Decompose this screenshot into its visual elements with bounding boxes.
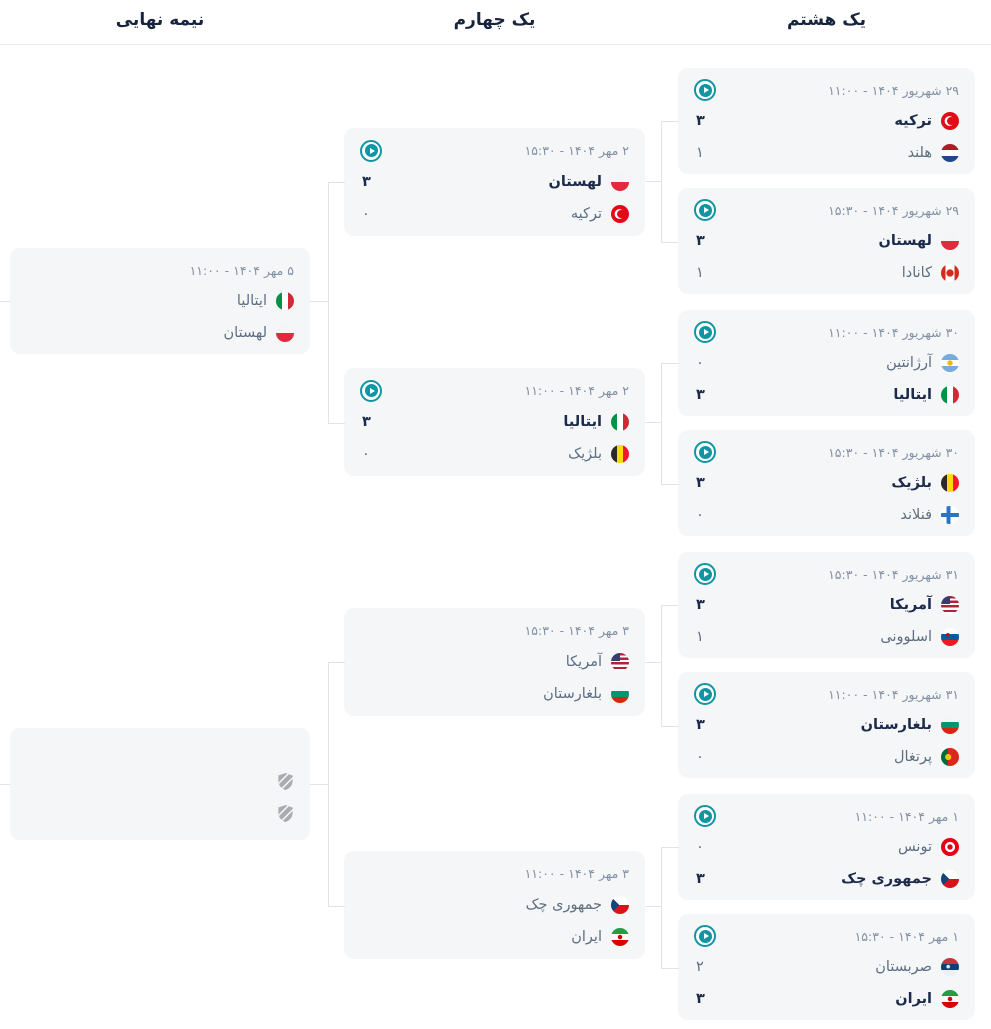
team-score: ۱ xyxy=(696,264,704,281)
team-name: اسلوونی xyxy=(880,628,932,645)
czech-flag-icon xyxy=(941,870,959,888)
team-score: ۳ xyxy=(362,413,371,430)
team-name: آمریکا xyxy=(889,597,932,614)
argentina-flag-icon xyxy=(941,354,959,372)
team-name: ایران xyxy=(571,928,602,945)
team-name: ایران xyxy=(895,990,932,1007)
match-date: ۲ مهر ۱۴۰۴ - ۱۵:۳۰ xyxy=(524,143,629,158)
team-row xyxy=(360,891,629,918)
play-video-icon[interactable] xyxy=(694,79,716,101)
italy-flag-icon xyxy=(276,292,294,310)
team-score: ۳ xyxy=(362,173,371,190)
play-video-icon[interactable] xyxy=(694,441,716,463)
team-row xyxy=(26,319,294,346)
team-row xyxy=(360,408,629,435)
team-name: لهستان xyxy=(878,233,932,250)
shield-icon xyxy=(277,772,294,791)
bracket-connector xyxy=(0,301,10,302)
team-name: ترکیه xyxy=(894,113,932,130)
match-date: ۲ مهر ۱۴۰۴ - ۱۱:۰۰ xyxy=(524,383,629,398)
team-row xyxy=(694,985,959,1012)
team-name: جمهوری چک xyxy=(841,870,932,887)
team-score: ۲ xyxy=(696,959,704,976)
match-card[interactable] xyxy=(678,310,975,416)
team-score: ۳ xyxy=(696,113,705,130)
team-score: ۳ xyxy=(696,475,705,492)
team-row xyxy=(26,288,294,315)
bracket-connector xyxy=(645,662,661,663)
play-video-icon[interactable] xyxy=(694,683,716,705)
play-video-icon[interactable] xyxy=(694,563,716,585)
play-video-icon[interactable] xyxy=(360,140,382,162)
team-name: کانادا xyxy=(901,264,932,281)
match-date: ۳ مهر ۱۴۰۴ - ۱۱:۰۰ xyxy=(524,866,629,881)
match-card[interactable] xyxy=(678,68,975,174)
team-row xyxy=(694,865,959,892)
bracket-connector xyxy=(661,847,679,969)
team-name: تونس xyxy=(897,839,932,856)
team-name: صربستان xyxy=(875,959,932,976)
team-name: بلژیک xyxy=(568,445,602,462)
match-date: ۵ مهر ۱۴۰۴ - ۱۱:۰۰ xyxy=(189,262,294,278)
usa-flag-icon xyxy=(611,653,629,671)
team-name: بلغارستان xyxy=(543,685,602,702)
bracket-connector xyxy=(310,301,328,302)
czech-flag-icon xyxy=(611,896,629,914)
serbia-flag-icon xyxy=(941,958,959,976)
usa-flag-icon xyxy=(941,596,959,614)
team-row xyxy=(360,680,629,707)
match-card[interactable] xyxy=(678,430,975,536)
match-card[interactable] xyxy=(344,608,645,716)
team-row xyxy=(694,228,959,255)
turkey-flag-icon xyxy=(941,112,959,130)
team-name: بلژیک xyxy=(891,475,932,492)
team-name: ایتالیا xyxy=(893,386,932,403)
team-score: ۳ xyxy=(696,233,705,250)
shield-icon xyxy=(277,804,294,823)
match-date: ۳۱ شهریور ۱۴۰۴ - ۱۱:۰۰ xyxy=(828,686,959,702)
bracket-connector xyxy=(661,121,679,243)
team-row xyxy=(694,108,959,135)
team-row xyxy=(694,954,959,981)
match-card[interactable] xyxy=(678,914,975,1020)
slovenia-flag-icon xyxy=(941,628,959,646)
play-video-icon[interactable] xyxy=(694,321,716,343)
team-name: آرژانتین xyxy=(886,355,932,372)
team-row xyxy=(694,623,959,650)
team-name: هلند xyxy=(907,144,932,161)
team-row xyxy=(694,470,959,497)
match-date: ۳۰ شهریور ۱۴۰۴ - ۱۱:۰۰ xyxy=(828,324,959,340)
belgium-flag-icon xyxy=(941,474,959,492)
team-row xyxy=(694,139,959,166)
tunisia-flag-icon xyxy=(941,838,959,856)
netherlands-flag-icon xyxy=(941,144,959,162)
italy-flag-icon xyxy=(941,386,959,404)
iran-flag-icon xyxy=(611,928,629,946)
match-card[interactable] xyxy=(678,552,975,658)
team-row xyxy=(26,768,294,795)
team-score: ۰ xyxy=(696,355,704,372)
team-row xyxy=(694,592,959,619)
play-video-icon[interactable] xyxy=(360,380,382,402)
play-video-icon[interactable] xyxy=(694,805,716,827)
bracket-connector xyxy=(310,784,328,785)
team-row xyxy=(694,834,959,861)
team-name: ایتالیا xyxy=(236,293,267,310)
team-score: ۳ xyxy=(696,990,705,1007)
team-name: آمریکا xyxy=(565,653,602,670)
team-row xyxy=(694,501,959,528)
canada-flag-icon xyxy=(941,264,959,282)
match-card[interactable] xyxy=(678,672,975,778)
semifinal-header: نیمه نهایی xyxy=(115,10,205,30)
play-video-icon[interactable] xyxy=(694,925,716,947)
poland-flag-icon xyxy=(611,173,629,191)
team-name: پرتغال xyxy=(893,748,932,765)
bracket-connector xyxy=(0,784,10,785)
match-card[interactable] xyxy=(344,851,645,959)
team-score: ۱ xyxy=(696,628,704,645)
team-row xyxy=(26,800,294,827)
team-name: لهستان xyxy=(223,324,267,341)
match-card[interactable] xyxy=(344,128,645,236)
turkey-flag-icon xyxy=(611,205,629,223)
quarterfinal-header: یک چهارم xyxy=(453,10,536,30)
team-score: ۳ xyxy=(696,386,705,403)
team-score: ۳ xyxy=(696,717,705,734)
team-score: ۰ xyxy=(362,205,370,222)
team-row xyxy=(360,200,629,227)
bracket-connector xyxy=(661,363,679,485)
team-name: جمهوری چک xyxy=(525,896,602,913)
team-score: ۰ xyxy=(362,445,370,462)
team-row xyxy=(694,350,959,377)
italy-flag-icon xyxy=(611,413,629,431)
team-row xyxy=(694,259,959,286)
team-row xyxy=(694,381,959,408)
bracket-connector xyxy=(645,906,661,907)
poland-flag-icon xyxy=(276,324,294,342)
match-card[interactable] xyxy=(678,794,975,900)
match-date: ۱ مهر ۱۴۰۴ - ۱۵:۳۰ xyxy=(854,928,959,944)
team-score: ۱ xyxy=(696,144,704,161)
team-row xyxy=(694,743,959,770)
match-card[interactable] xyxy=(344,368,645,476)
bracket-connector xyxy=(661,605,679,727)
bracket-connector xyxy=(645,181,661,182)
match-card[interactable] xyxy=(10,248,310,354)
team-name: ترکیه xyxy=(570,205,602,222)
match-date: ۲۹ شهریور ۱۴۰۴ - ۱۵:۳۰ xyxy=(828,202,959,218)
match-card-placeholder[interactable] xyxy=(10,728,310,840)
team-name: فنلاند xyxy=(900,506,932,523)
match-date: ۳ مهر ۱۴۰۴ - ۱۵:۳۰ xyxy=(524,623,629,638)
bracket-connector xyxy=(645,422,661,423)
bulgaria-flag-icon xyxy=(941,716,959,734)
match-card[interactable] xyxy=(678,188,975,294)
team-score: ۳ xyxy=(696,597,705,614)
finland-flag-icon xyxy=(941,506,959,524)
team-score: ۳ xyxy=(696,870,705,887)
team-name: ایتالیا xyxy=(563,413,602,430)
team-score: ۰ xyxy=(696,748,704,765)
bulgaria-flag-icon xyxy=(611,685,629,703)
round-of-16-header: یک هشتم xyxy=(786,10,867,30)
header-divider xyxy=(0,44,991,45)
team-name: لهستان xyxy=(548,173,602,190)
bracket-connector xyxy=(328,182,345,424)
play-video-icon[interactable] xyxy=(694,199,716,221)
match-date: ۳۱ شهریور ۱۴۰۴ - ۱۵:۳۰ xyxy=(828,566,959,582)
team-score: ۰ xyxy=(696,839,704,856)
match-date: ۳۰ شهریور ۱۴۰۴ - ۱۵:۳۰ xyxy=(828,444,959,460)
team-score: ۰ xyxy=(696,506,704,523)
team-name: بلغارستان xyxy=(860,717,932,734)
bracket-connector xyxy=(328,662,345,907)
iran-flag-icon xyxy=(941,990,959,1008)
team-row xyxy=(360,923,629,950)
team-row xyxy=(360,648,629,675)
team-row xyxy=(694,712,959,739)
team-row xyxy=(360,168,629,195)
team-row xyxy=(360,440,629,467)
portugal-flag-icon xyxy=(941,748,959,766)
belgium-flag-icon xyxy=(611,445,629,463)
match-date: ۲۹ شهریور ۱۴۰۴ - ۱۱:۰۰ xyxy=(828,82,959,98)
match-date: ۱ مهر ۱۴۰۴ - ۱۱:۰۰ xyxy=(854,808,959,824)
poland-flag-icon xyxy=(941,232,959,250)
